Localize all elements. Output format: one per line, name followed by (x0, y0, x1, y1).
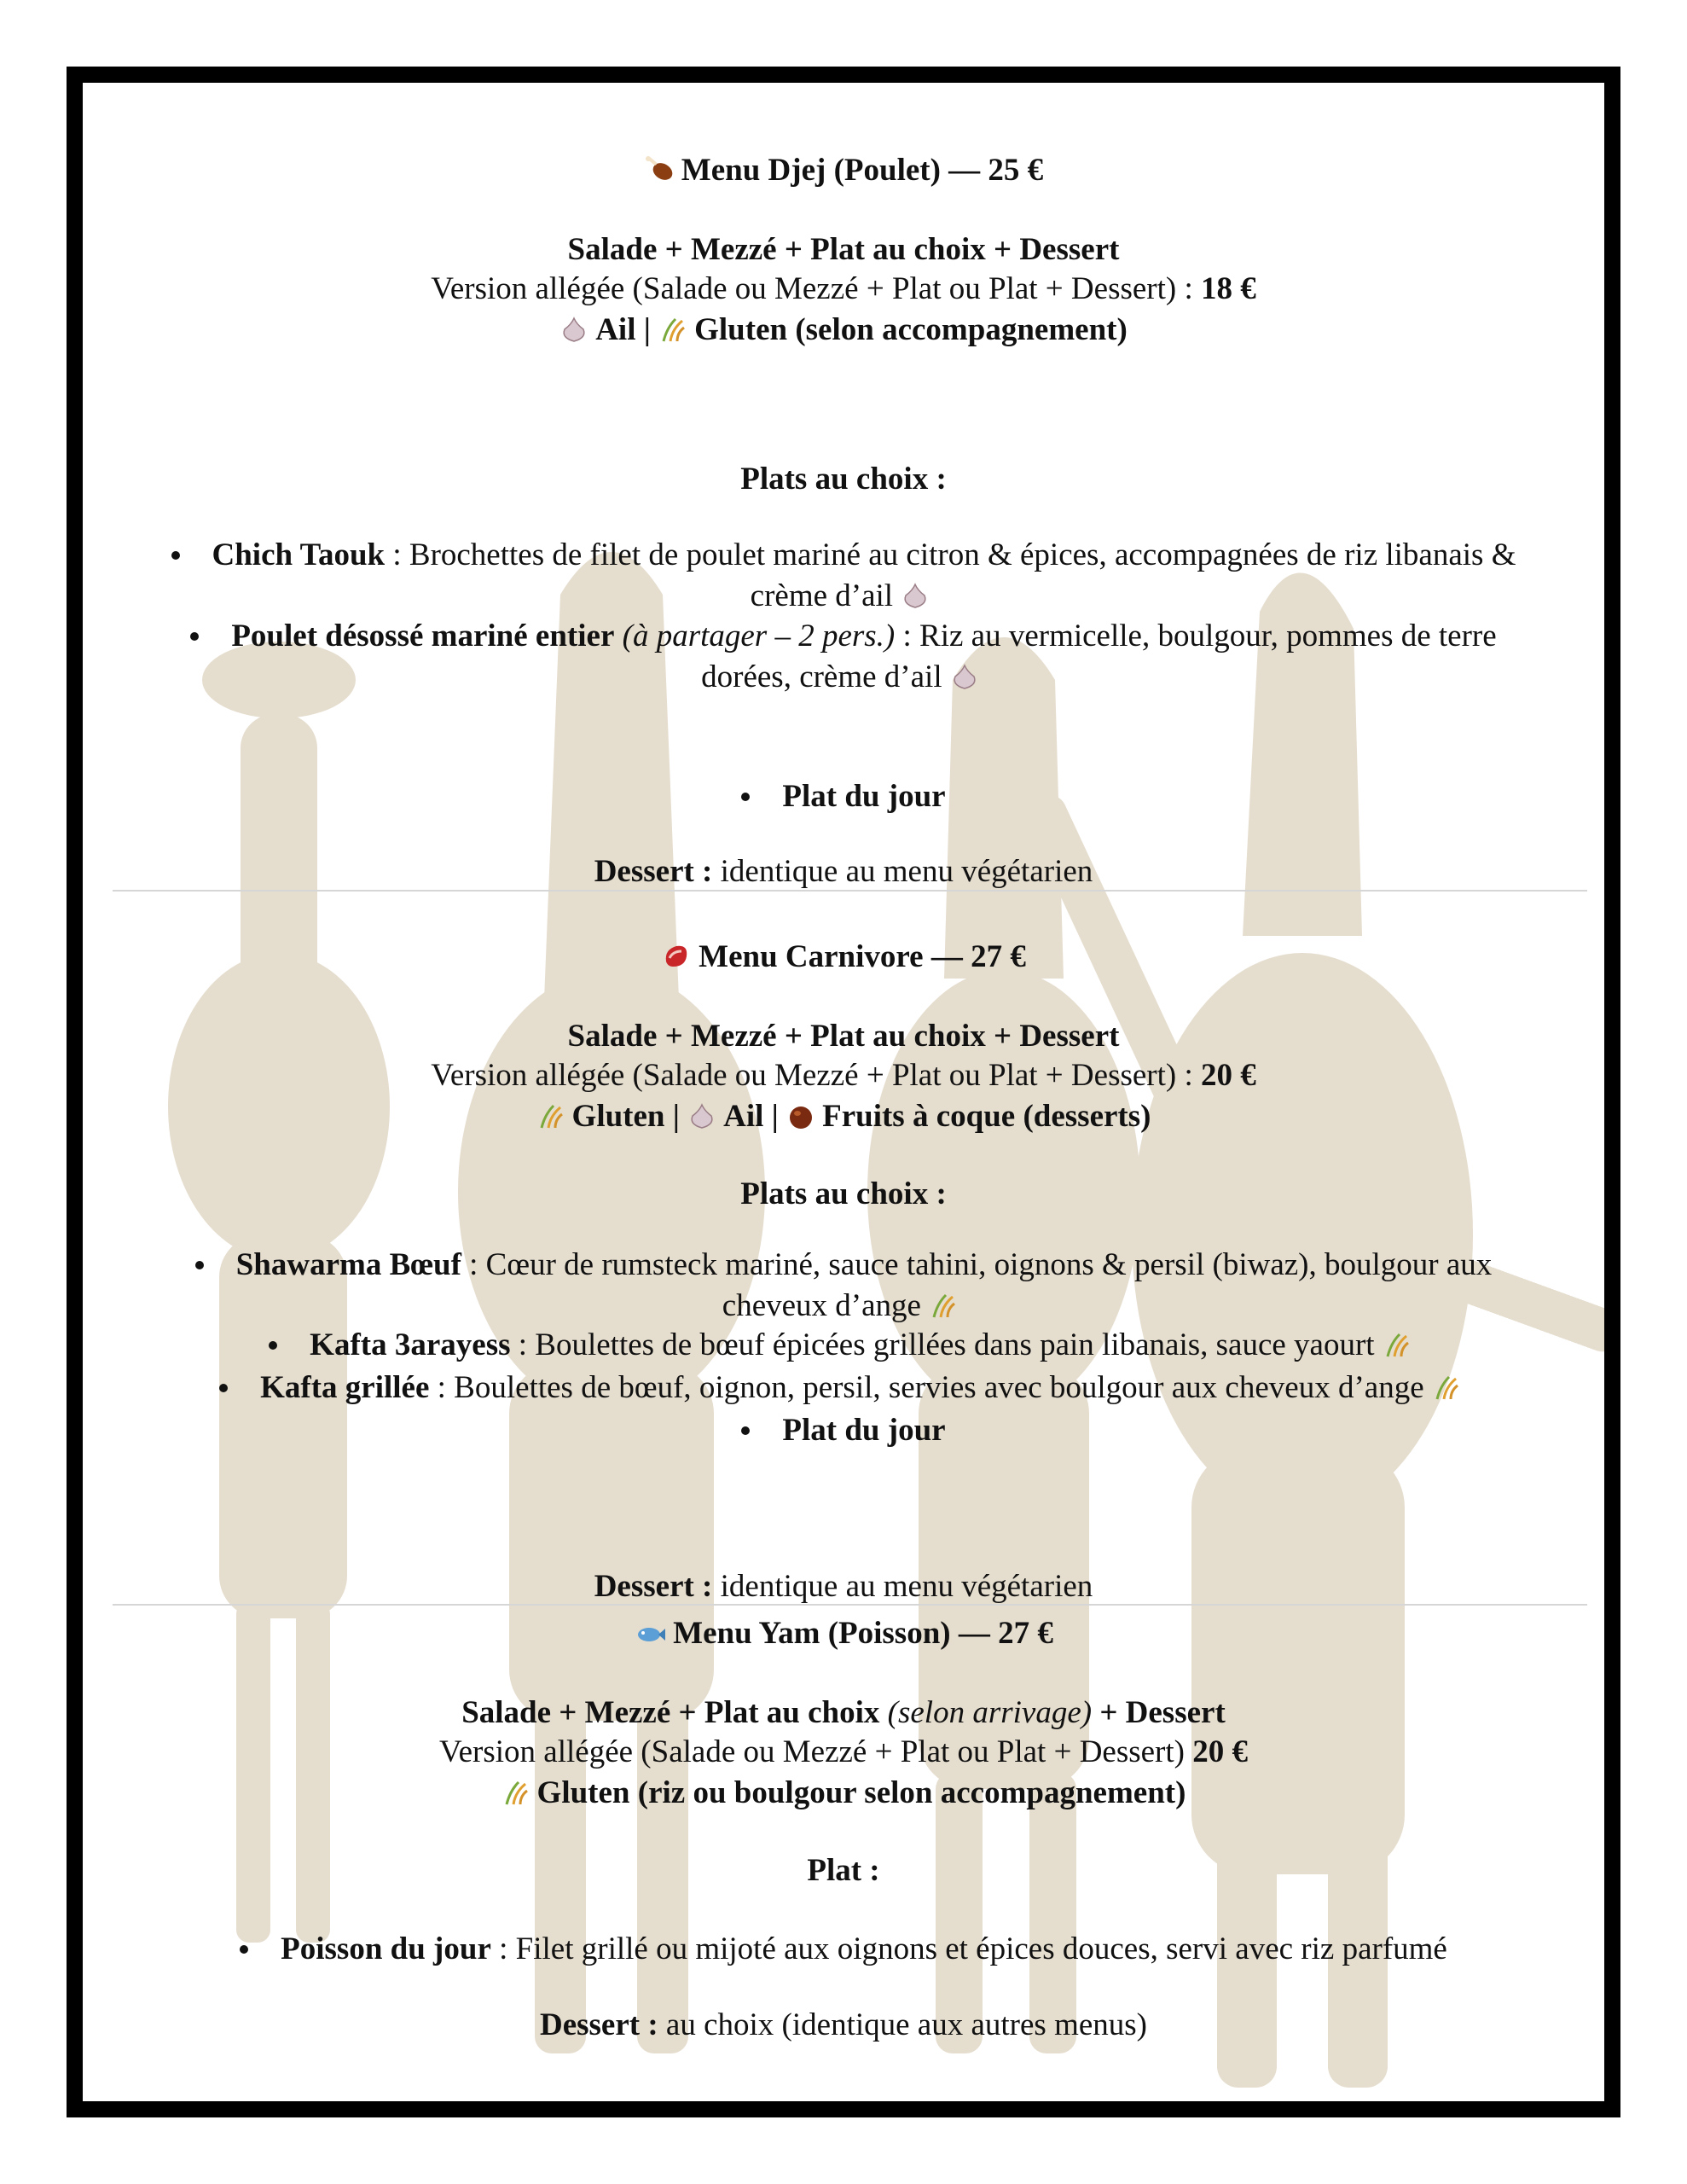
list-item: Plat du jour (159, 1410, 1528, 1451)
fish-icon (634, 1619, 666, 1658)
menu-content (83, 83, 1604, 2101)
garlic-icon (559, 316, 588, 355)
bullet (195, 1261, 204, 1269)
menu-yam-allergens: Gluten (riz ou boulgour selon accompagnement) (83, 1774, 1604, 1818)
bullet (269, 1341, 277, 1350)
menu-yam-title (83, 1614, 1604, 1658)
light-price: 18 € (1201, 271, 1256, 306)
garlic-icon (950, 662, 979, 703)
menu-title-text: Menu Djej (Poulet) — 25 € (681, 153, 1044, 188)
section-divider (113, 890, 1587, 892)
wheat-icon (536, 1102, 565, 1141)
menu-djej-section-label: Plats au choix : (740, 462, 947, 497)
wheat-icon (1432, 1373, 1461, 1414)
menu-title-text: Menu Yam (Poisson) — 27 € (673, 1616, 1053, 1651)
bullet (171, 551, 180, 560)
bullet (741, 1426, 750, 1435)
wheat-icon (658, 316, 687, 355)
list-item: Plat du jour (159, 776, 1528, 817)
menu-carnivore-formula: Salade + Mezzé + Plat au choix + Dessert (567, 1019, 1120, 1054)
menu-carnivore-section-label: Plats au choix : (740, 1176, 947, 1211)
light-price: 20 € (1192, 1734, 1248, 1769)
list-item: Shawarma Bœuf : Cœur de rumsteck mariné, sauce tahini, oignons & persil (biwaz), boulgour aux cheveux d’ange (159, 1245, 1528, 1332)
light-price: 20 € (1201, 1058, 1256, 1093)
wheat-icon (501, 1779, 530, 1818)
menu-carnivore-light-version: Version allégée (Salade ou Mezzé + Plat ou Plat + Dessert) : 20 € (431, 1058, 1256, 1093)
bullet (240, 1945, 248, 1954)
garlic-icon (687, 1102, 716, 1141)
menu-djej-title (83, 151, 1604, 195)
menu-djej-dessert: Dessert : identique au menu végétarien (594, 854, 1093, 889)
menu-carnivore-dessert: Dessert : identique au menu végétarien (594, 1569, 1093, 1604)
bullet (741, 793, 750, 801)
poultry-leg-icon (644, 154, 675, 195)
chestnut-icon (786, 1102, 815, 1141)
wheat-icon (1383, 1330, 1412, 1371)
menu-title-text: Menu Carnivore — 27 € (699, 939, 1026, 974)
list-item: Poulet désossé mariné entier (à partager – 2 pers.) : Riz au vermicelle, boulgour, pommes de terre dorées, crème d’ail (159, 616, 1528, 703)
menu-yam-section-label: Plat : (807, 1853, 880, 1888)
menu-yam-light-version: Version allégée (Salade ou Mezzé + Plat ou Plat + Dessert) 20 € (439, 1734, 1248, 1769)
list-item: Kafta 3arayess : Boulettes de bœuf épicées grillées dans pain libanais, sauce yaourt (159, 1325, 1528, 1371)
menu-yam-formula: Salade + Mezzé + Plat au choix (selon arrivage) + Dessert (461, 1695, 1226, 1730)
menu-djej-light-version: Version allégée (Salade ou Mezzé + Plat ou Plat + Dessert) : 18 € (431, 271, 1256, 306)
menu-carnivore-title (83, 938, 1604, 982)
menu-carnivore-allergens: Gluten | Ail | Fruits à coque (desserts) (83, 1097, 1604, 1141)
bullet (219, 1384, 228, 1392)
menu-djej-formula: Salade + Mezzé + Plat au choix + Dessert (567, 232, 1120, 267)
bullet (190, 632, 199, 641)
meat-icon (661, 941, 692, 982)
section-divider (113, 1604, 1587, 1606)
menu-djej-allergens: Ail | Gluten (selon accompagnement) (83, 311, 1604, 355)
list-item: Poisson du jour : Filet grillé ou mijoté aux oignons et épices douces, servi avec riz parfumé (159, 1929, 1528, 1970)
list-item: Chich Taouk : Brochettes de filet de poulet mariné au citron & épices, accompagnées de riz libanais & crème d’ail (159, 535, 1528, 622)
list-item: Kafta grillée : Boulettes de bœuf, oignon, persil, servies avec boulgour aux cheveux d’ange (159, 1368, 1528, 1414)
menu-yam-dessert: Dessert : au choix (identique aux autres menus) (539, 2007, 1147, 2042)
menu-page-frame (67, 67, 1620, 2117)
